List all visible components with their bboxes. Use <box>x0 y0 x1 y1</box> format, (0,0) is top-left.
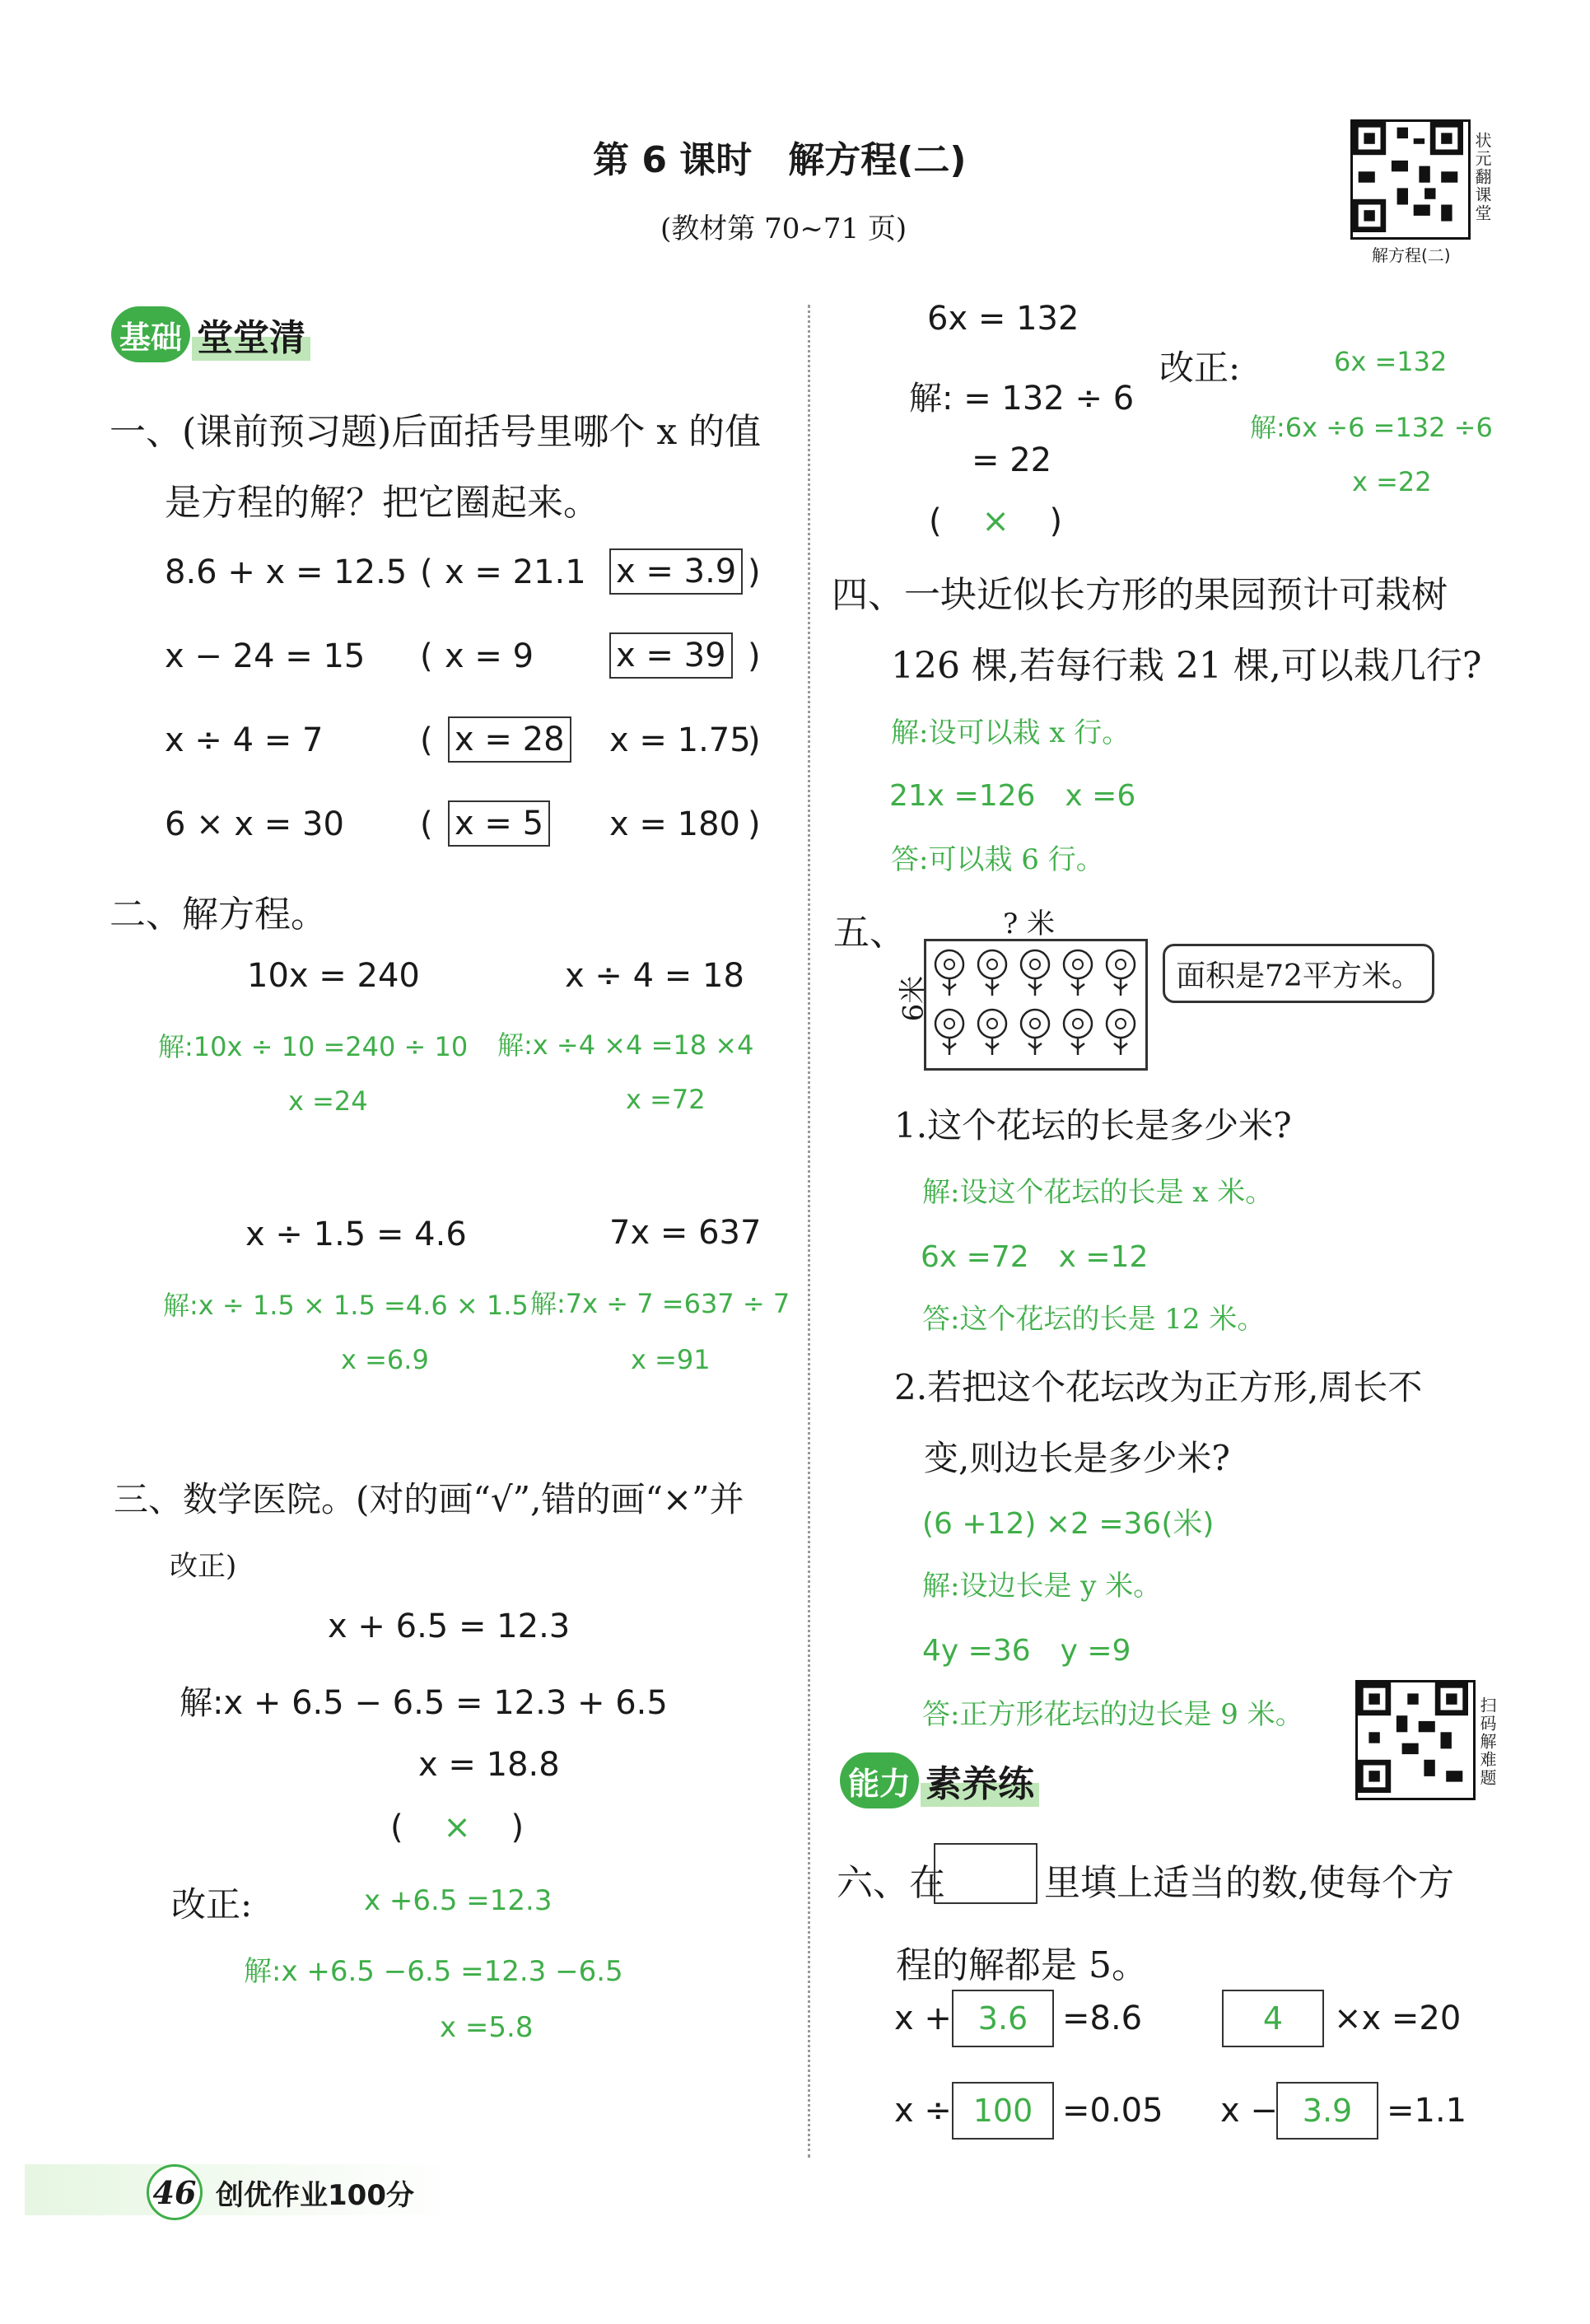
q6-e1-post: =8.6 <box>1062 2000 1143 2037</box>
q3-right-eq: 6x = 132 <box>927 300 1079 338</box>
q6-e2-input[interactable] <box>1222 1990 1324 2047</box>
section-ability-badge <box>840 1752 1039 1808</box>
q3-left-step1: 解:x + 6.5 − 6.5 = 12.3 + 6.5 <box>180 1684 668 1722</box>
q5-sub1-answer2: 6x =72 x =12 <box>921 1240 1149 1274</box>
q6-e2-value: 4 <box>1262 2000 1284 2037</box>
q6-e4-input[interactable] <box>1276 2082 1378 2140</box>
q3-right-fix2: 解:6x ÷6 =132 ÷6 <box>1250 412 1493 443</box>
q1-line2: 是方程的解？把它圈起来。 <box>165 482 599 524</box>
q5-sub2-line2: 变,则边长是多少米? <box>924 1438 1230 1478</box>
q5-sub1-question: 1.这个花坛的长是多少米? <box>894 1105 1292 1146</box>
q6-e1-pre: x + <box>894 2000 952 2037</box>
basic-badge-icon: 基础 <box>111 306 190 362</box>
q1-row4-eq: 6 × x = 30 <box>165 805 344 843</box>
flower-grid <box>926 941 1145 1068</box>
q2-p2-step2: x =72 <box>626 1084 706 1115</box>
q3-heading: 三、数学医院。(对的画“√”,错的画“×”并 <box>114 1479 744 1519</box>
q5-side-label: 6米 <box>897 975 930 1022</box>
q1-row3-option-a-circled[interactable]: x = 28 <box>448 716 571 763</box>
flower-icon <box>978 950 1006 996</box>
area-bubble-text: 面积是72平方米。 <box>1176 959 1421 993</box>
q5-sub2-answer2: 解:设边长是 y 米。 <box>922 1570 1162 1603</box>
q2-p4-step2: x =91 <box>631 1344 711 1375</box>
q1-row3-eq: x ÷ 4 = 7 <box>165 721 324 759</box>
q3-left-fix1: x +6.5 =12.3 <box>364 1884 553 1917</box>
q3-right-step2: = 22 <box>972 441 1052 479</box>
q6-e4-post: =1.1 <box>1387 2092 1467 2130</box>
footer-brand: 创优作业100分 <box>216 2179 414 2212</box>
q5-sub2-line1: 2.若把这个花坛改为正方形,周长不 <box>894 1367 1423 1407</box>
q3-right-fix1: 6x =132 <box>1334 346 1448 377</box>
q3-left-eq: x + 6.5 = 12.3 <box>328 1608 571 1645</box>
q1-row4-option-b[interactable]: x = 180 <box>609 805 740 843</box>
flower-icon <box>1107 1010 1135 1055</box>
q2-heading: 二、解方程。 <box>110 894 327 936</box>
q6-e3-input[interactable] <box>952 2082 1054 2140</box>
q2-p1-eq: 10x = 240 <box>247 957 420 995</box>
q6-e2-post: ×x =20 <box>1334 2000 1462 2037</box>
q2-p4-step1: 解:7x ÷ 7 =637 ÷ 7 <box>530 1288 790 1319</box>
q2-p1-step1: 解:10x ÷ 10 =240 ÷ 10 <box>158 1031 469 1062</box>
flower-icon <box>935 950 963 996</box>
q6-line2: 程的解都是 5。 <box>896 1944 1148 1986</box>
qr-code-header[interactable] <box>1350 119 1471 240</box>
q4-line1: 四、一块近似长方形的果园预计可栽树 <box>832 574 1448 616</box>
flower-icon <box>978 1010 1006 1055</box>
q2-p1-step2: x =24 <box>288 1085 368 1117</box>
q3-left-fix2: 解:x +6.5 −6.5 =12.3 −6.5 <box>244 1955 623 1988</box>
q3-left-fix-label: 改正: <box>171 1884 253 1925</box>
q1-row2-option-a[interactable]: x = 9 <box>445 637 534 675</box>
q1-row2-eq: x − 24 = 15 <box>165 637 366 675</box>
q6-lead: 六、在 <box>837 1862 945 1904</box>
section-basic-badge <box>111 306 310 362</box>
q1-row4-option-a-circled[interactable]: x = 5 <box>448 800 550 847</box>
q3-left-judge[interactable]: ( × ) <box>390 1808 525 1846</box>
q1-row4-paren-close: ) <box>748 805 761 843</box>
q2-p4-eq: 7x = 637 <box>609 1214 762 1252</box>
q1-row4-paren-open: ( <box>420 805 433 843</box>
flower-icon <box>1107 950 1135 996</box>
q6-e4-value: 3.9 <box>1302 2093 1353 2129</box>
q6-e3-post: =0.05 <box>1062 2092 1163 2130</box>
q5-sub2-answer1: (6 +12) ×2 =36(米) <box>922 1507 1215 1541</box>
ability-badge-icon: 能力 <box>840 1752 919 1808</box>
column-divider <box>808 305 810 2158</box>
q3-right-judge[interactable]: ( × ) <box>929 502 1063 540</box>
q6-blank-example-box <box>934 1843 1037 1904</box>
qr-hard-side-text: 扫码解难题 <box>1477 1696 1497 1787</box>
flower-bed-diagram <box>924 939 1148 1071</box>
q6-e1-value: 3.6 <box>977 2000 1028 2037</box>
q5-sub2-answer4: 答:正方形花坛的边长是 9 米。 <box>922 1698 1303 1731</box>
qr-code-hard-problems[interactable] <box>1355 1680 1476 1800</box>
q6-e3-pre: x ÷ <box>894 2092 952 2130</box>
q3-right-cross-mark: × <box>982 502 1009 540</box>
q2-p2-step1: 解:x ÷4 ×4 =18 ×4 <box>497 1029 754 1061</box>
q3-left-step2: x = 18.8 <box>418 1746 560 1784</box>
qr-side-text: 状元翻课堂 <box>1472 132 1492 222</box>
q2-p2-eq: x ÷ 4 = 18 <box>565 957 744 995</box>
q5-sub1-answer1: 解:设这个花坛的长是 x 米。 <box>922 1176 1274 1209</box>
q5-sub1-answer3: 答:这个花坛的长是 12 米。 <box>922 1303 1266 1336</box>
flower-icon <box>1021 1010 1049 1055</box>
q2-p3-eq: x ÷ 1.5 = 4.6 <box>245 1216 467 1253</box>
q1-row1-eq: 8.6 + x = 12.5 <box>165 553 408 591</box>
q4-line2: 126 棵,若每行栽 21 棵,可以栽几行? <box>891 645 1482 687</box>
q6-e1-input[interactable] <box>952 1990 1054 2047</box>
q3-right-step1: 解: = 132 ÷ 6 <box>909 380 1135 418</box>
q6-e3-value: 100 <box>972 2093 1033 2129</box>
q3-left-fix3: x =5.8 <box>440 2011 534 2044</box>
q2-p3-step1: 解:x ÷ 1.5 × 1.5 =4.6 × 1.5 <box>163 1290 529 1321</box>
q6-rest: 里填上适当的数,使每个方 <box>1044 1862 1454 1904</box>
basic-badge-label: 堂堂清 <box>192 308 310 361</box>
q3-heading-line2: 改正) <box>170 1550 237 1583</box>
q1-row2-paren-open: ( <box>420 637 433 675</box>
q1-row1-paren-close: ) <box>748 553 761 591</box>
q1-row2-option-b-circled[interactable]: x = 39 <box>609 632 733 679</box>
q1-row1-option-b-circled[interactable]: x = 3.9 <box>609 548 743 595</box>
ability-badge-label: 素养练 <box>921 1754 1039 1807</box>
qr-caption: 解方程(二) <box>1372 245 1451 265</box>
q5-top-label: ? 米 <box>1003 908 1056 940</box>
q1-line1: 一、(课前预习题)后面括号里哪个 x 的值 <box>110 411 762 453</box>
q1-row3-paren-close: ) <box>748 721 761 759</box>
q1-row3-paren-open: ( <box>420 721 433 759</box>
q5-heading: 五、 <box>833 912 906 954</box>
q1-row2-paren-close: ) <box>748 637 761 675</box>
page-number: 46 <box>147 2164 203 2220</box>
q1-row3-option-b[interactable]: x = 1.75 <box>609 721 751 759</box>
q1-row1-paren-open: ( <box>420 553 433 591</box>
flower-icon <box>1064 950 1092 996</box>
area-speech-bubble <box>1163 944 1434 1003</box>
q4-answer1: 解:设可以栽 x 行。 <box>891 716 1131 749</box>
flower-icon <box>1064 1010 1092 1055</box>
q3-left-cross-mark: × <box>443 1808 471 1846</box>
flower-icon <box>1021 950 1049 996</box>
q5-sub2-answer3: 4y =36 y =9 <box>922 1634 1131 1668</box>
q6-e4-pre: x − <box>1220 2092 1278 2130</box>
q3-right-fix3: x =22 <box>1352 466 1432 497</box>
q2-p3-step2: x =6.9 <box>341 1344 429 1375</box>
q1-row1-option-a[interactable]: x = 21.1 <box>445 553 586 591</box>
page-title: 第 6 课时 解方程(二) <box>593 139 967 181</box>
q4-answer3: 答:可以栽 6 行。 <box>891 843 1104 876</box>
q3-right-fix-label: 改正: <box>1159 348 1241 388</box>
page-subtitle: (教材第 70~71 页) <box>660 212 907 245</box>
q4-answer2: 21x =126 x =6 <box>889 779 1136 813</box>
flower-icon <box>935 1010 963 1055</box>
